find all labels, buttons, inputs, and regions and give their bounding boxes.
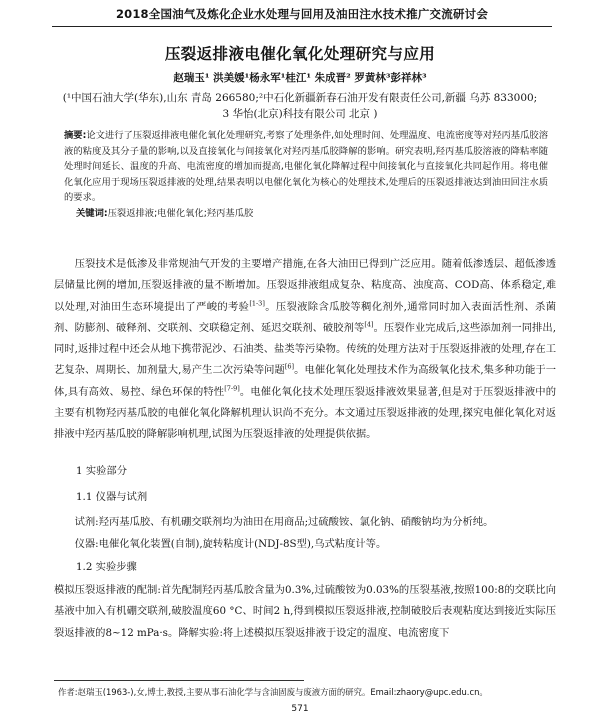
intro-paragraph — [54, 254, 556, 446]
citation: [7-9] — [224, 384, 240, 393]
abstract-label: 摘要: — [64, 130, 87, 141]
reagents-text: 试剂:羟丙基瓜胶、有机硼交联剂均为油田在用商品;过硫酸铵、氯化钠、硝酸钠均为分析纯。 — [74, 516, 494, 528]
section-heading-1-1: 1.1 仪器与试剂 — [76, 491, 148, 503]
intro-text-4: 。电催化氧化处理技术作为高级氧化技术,集多种功能于一体,具有高效、易控、绿色环保的特性 — [54, 364, 556, 398]
header-rule — [52, 26, 552, 27]
running-header: 2018全国油气及炼化企业水处理与回用及油田注水技术推广交流研讨会 — [115, 7, 489, 21]
author-list: 赵瑞玉¹ 洪美媛¹杨永军¹桂江¹ 朱成晋² 罗黄林³彭祥林³ — [173, 72, 427, 84]
abstract-text: 论文进行了压裂返排液电催化氧化处理研究,考察了处理条件,如处理时间、处理温度、电流密度等对羟丙基瓜胶溶液的粘度及其分子量的影响,以及直接氧化与间接氧化对羟丙基瓜胶降解的影响。研究表明,羟丙基瓜胶溶液的降粘率随处理时间延长、温度的升高、电流密度的增加而提高,电催化氧化降解过程中间接氧化与直接氧化共同起作用。将电催化氧化应用于现场压裂返排液的处理,结果表明以电催化氧化为核心的处理技术,处理后的压裂返排液达到油田回注水质的要求。 — [64, 130, 548, 204]
procedure-text: 模拟压裂返排液的配制:首先配制羟丙基瓜胶含量为0.3%,过硫酸铵为0.03%的压裂基液,按照100:8的交联比向基液中加入有机硼交联剂,破胶温度60 °C、时间2 h,得到模拟压裂返排液,控制破胶后表观粘度达到接近实际压裂返排液的8~12 mPa·s。降解实验:将上述模拟压裂返排液于设定的温度、电流密度下 — [54, 584, 556, 639]
instruments-block — [54, 534, 556, 555]
reagents-block — [54, 512, 556, 533]
abstract-block — [64, 128, 548, 206]
intro-text-1: 压裂技术是低渗及非常规油气开发的主要增产措施,在各大油田已得到广泛应用。随着低渗透层、超低渗透层储量比例的增加,压裂返排液的量不断增加。压裂返排液组成复杂、粘度高、浊度高、COD高、体系稳定,难以处理,对油田生态环境提出了严峻的考验 — [54, 258, 556, 313]
intro-text-2: 。压裂液除含瓜胶等稠化剂外,通常同时加入表面活性剂、杀菌剂、防膨剂、破释剂、交联剂、交联稳定剂、延迟交联剂、破胶剂等 — [54, 300, 556, 334]
paper-title: 压裂返排液电催化氧化处理研究与应用 — [164, 45, 436, 63]
footnote-rule — [54, 680, 304, 681]
page-number: 571 — [291, 704, 309, 714]
keywords-text: 压裂返排液;电催化氧化;羟丙基瓜胶 — [107, 208, 254, 219]
intro-text-5: 。电催化氧化技术处理压裂返排液效果显著,但是对于压裂返排液中的主要有机物羟丙基瓜胶的电催化氧化降解机理认识尚不充分。本文通过压裂返排液的处理,探究电催化氧化对返排液中羟丙基瓜胶的降解影响机理,试图为压裂返排液的处理提供依据。 — [54, 385, 556, 441]
citation: [4] — [364, 320, 374, 329]
procedure-block — [54, 580, 556, 644]
affiliation-line-2: 3 华怡(北京)科技有限公司 北京 ) — [222, 108, 378, 120]
citation: [1-3] — [249, 299, 265, 308]
author-footnote: 作者:赵瑞玉(1963-),女,博士,教授,主要从事石油化学与含油固废与废液方面的研究。Email:zhaory@upc.edu.cn。 — [58, 687, 488, 697]
intro-text-3: 。压裂作业完成后,这些添加剂一同排出,同时,返排过程中还会从地下携带泥沙、石油类、盐类等污染物。传统的处理方法对于压裂返排液的处理,存在工艺复杂、周期长、加剂量大,易产生二次污染等问题 — [54, 321, 557, 377]
keywords-block — [76, 205, 548, 219]
intro-section — [54, 254, 556, 446]
instruments-text: 仪器:电催化氧化装置(自制),旋转粘度计(NDJ-8S型),乌式粘度计等。 — [74, 538, 387, 550]
citation: [6] — [284, 363, 295, 372]
keywords-label: 关键词: — [76, 208, 108, 219]
section-heading-1: 1 实验部分 — [76, 465, 128, 477]
affiliation-line-1: (¹中国石油大学(华东),山东 青岛 266580;²中石化新疆新春石油开发有限责任公司,新疆 乌苏 833000; — [62, 92, 538, 104]
section-heading-1-2: 1.2 实验步骤 — [76, 561, 137, 573]
